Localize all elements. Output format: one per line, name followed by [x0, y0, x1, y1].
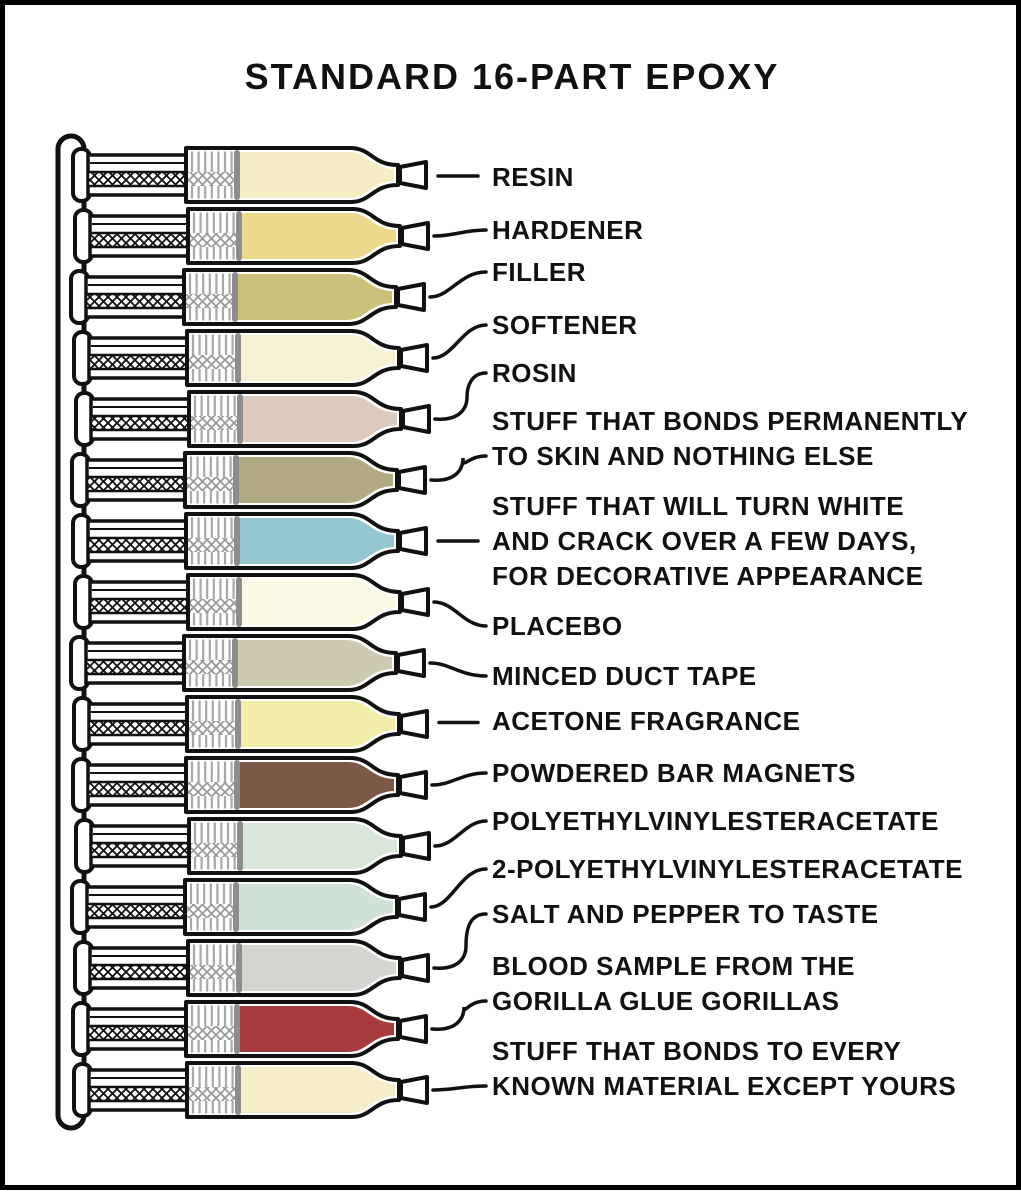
plunger-seal	[232, 638, 238, 688]
nozzle-tip	[401, 1077, 427, 1103]
leader-line	[430, 663, 486, 676]
nozzle-tip	[402, 223, 428, 249]
syringe-row	[75, 209, 643, 263]
syringe-row	[73, 758, 856, 812]
part-label: AND CRACK OVER A FEW DAYS,	[492, 526, 917, 556]
cap-hatch	[189, 721, 235, 735]
part-label: FOR DECORATIVE APPEARANCE	[492, 561, 924, 591]
part-label: SOFTENER	[492, 310, 638, 340]
part-label: ROSIN	[492, 358, 577, 388]
plunger-seal	[233, 882, 239, 932]
part-label: POLYETHYLVINYLESTERACETATE	[492, 806, 939, 836]
nozzle-tip	[400, 528, 426, 554]
rod-hatch	[88, 538, 186, 552]
leader-line	[434, 602, 486, 626]
rod-hatch	[88, 782, 186, 796]
nozzle-tip	[398, 284, 424, 310]
leader-line	[435, 373, 486, 419]
cap-hatch	[189, 355, 235, 369]
leader-line	[433, 1086, 486, 1090]
nozzle-tip	[401, 711, 427, 737]
cap-hatch	[187, 477, 233, 491]
part-label: KNOWN MATERIAL EXCEPT YOURS	[492, 1071, 957, 1101]
cap-hatch	[188, 782, 234, 796]
plunger-seal	[234, 150, 240, 200]
rod-hatch	[91, 843, 189, 857]
plunger-seal	[235, 699, 241, 749]
nozzle-tip	[399, 467, 425, 493]
nozzle-tip	[402, 589, 428, 615]
plunger-seal	[234, 1004, 240, 1054]
part-label: BLOOD SAMPLE FROM THE	[492, 951, 855, 981]
cap-hatch	[191, 416, 237, 430]
part-label: MINCED DUCT TAPE	[492, 661, 757, 691]
plunger-seal	[236, 577, 242, 627]
syringe-row	[71, 636, 757, 691]
part-label: HARDENER	[492, 215, 644, 245]
leader-line	[431, 456, 486, 480]
nozzle-tip	[398, 650, 424, 676]
nozzle-tip	[400, 162, 426, 188]
nozzle-tip	[401, 345, 427, 371]
comic-title: STANDARD 16-PART EPOXY	[244, 56, 780, 97]
plunger-seal	[237, 394, 243, 444]
part-label: STUFF THAT WILL TURN WHITE	[492, 491, 905, 521]
plunger-seal	[232, 272, 238, 322]
parts-layer	[71, 148, 968, 1117]
part-label: GORILLA GLUE GORILLAS	[492, 986, 840, 1016]
rod-hatch	[90, 965, 188, 979]
cap-hatch	[186, 660, 232, 674]
cap-hatch	[188, 172, 234, 186]
nozzle-tip	[403, 406, 429, 432]
leader-line	[434, 230, 486, 236]
plunger-seal	[237, 821, 243, 871]
part-label: TO SKIN AND NOTHING ELSE	[492, 441, 874, 471]
plunger-seal	[235, 1065, 241, 1115]
leader-line	[435, 821, 486, 846]
nozzle-tip	[400, 1016, 426, 1042]
rod-hatch	[88, 172, 186, 186]
part-label: SALT AND PEPPER TO TASTE	[492, 899, 879, 929]
part-label: PLACEBO	[492, 611, 623, 641]
syringe-row	[74, 697, 800, 751]
plunger-seal	[234, 760, 240, 810]
part-label: 2-POLYETHYLVINYLESTERACETATE	[492, 854, 963, 884]
rod-hatch	[89, 1087, 187, 1101]
rod-hatch	[87, 904, 185, 918]
part-label: RESIN	[492, 162, 574, 192]
rod-hatch	[91, 416, 189, 430]
part-label: FILLER	[492, 257, 586, 287]
rod-hatch	[89, 721, 187, 735]
part-label: STUFF THAT BONDS PERMANENTLY	[492, 406, 969, 436]
nozzle-tip	[403, 833, 429, 859]
nozzle-tip	[402, 955, 428, 981]
rod-hatch	[90, 599, 188, 613]
part-label: POWDERED BAR MAGNETS	[492, 758, 856, 788]
leader-line	[434, 914, 486, 968]
rod-hatch	[86, 660, 184, 674]
part-label: ACETONE FRAGRANCE	[492, 706, 801, 736]
cap-hatch	[187, 904, 233, 918]
leader-line	[430, 272, 486, 297]
rod-hatch	[90, 233, 188, 247]
nozzle-tip	[399, 894, 425, 920]
rod-hatch	[89, 355, 187, 369]
rod-hatch	[88, 1026, 186, 1040]
syringe-row	[73, 148, 574, 202]
cap-hatch	[189, 1087, 235, 1101]
plunger-seal	[234, 516, 240, 566]
cap-hatch	[190, 965, 236, 979]
cap-hatch	[190, 599, 236, 613]
cap-hatch	[188, 538, 234, 552]
cap-hatch	[186, 294, 232, 308]
leader-line	[433, 325, 486, 358]
nozzle-tip	[400, 772, 426, 798]
plunger-seal	[235, 333, 241, 383]
leader-line	[432, 773, 486, 785]
part-label: STUFF THAT BONDS TO EVERY	[492, 1036, 902, 1066]
leader-line	[432, 1001, 486, 1029]
cap-hatch	[190, 233, 236, 247]
plunger-seal	[236, 943, 242, 993]
leader-line	[431, 869, 486, 907]
plunger-seal	[233, 455, 239, 505]
cap-hatch	[188, 1026, 234, 1040]
cap-hatch	[191, 843, 237, 857]
plunger-seal	[236, 211, 242, 261]
rod-hatch	[87, 477, 185, 491]
rod-hatch	[86, 294, 184, 308]
